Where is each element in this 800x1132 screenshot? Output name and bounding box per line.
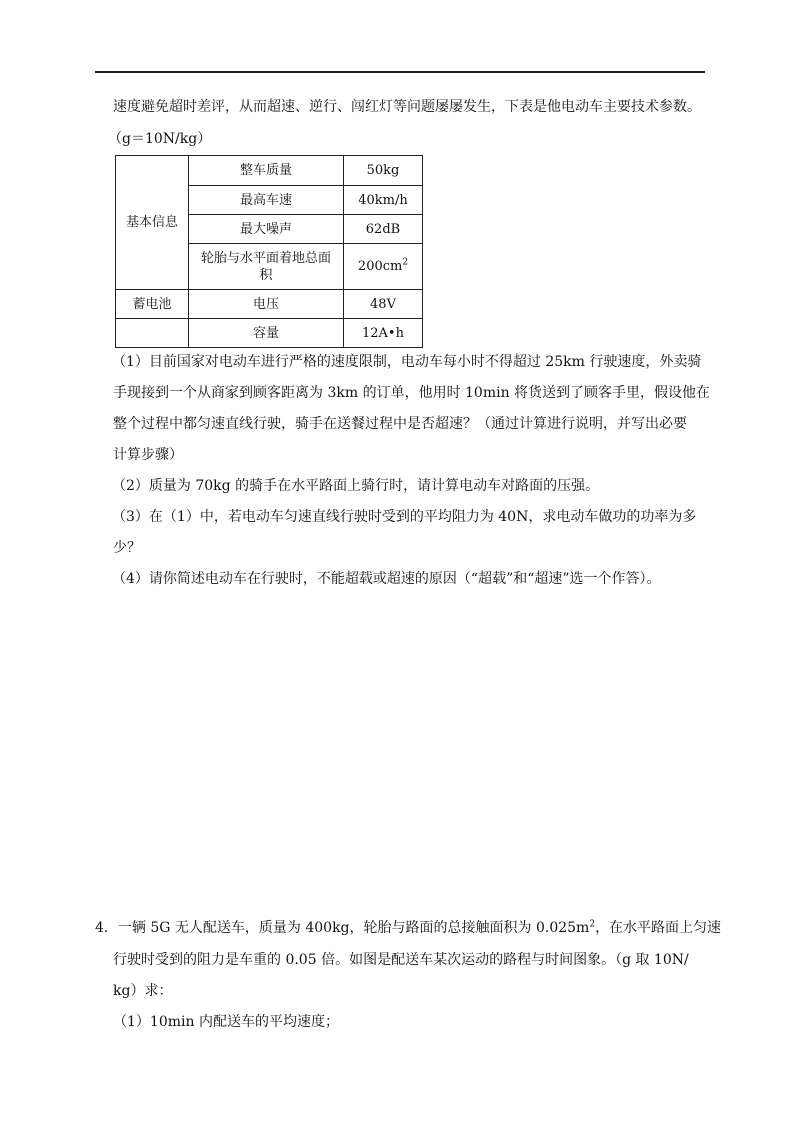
table-row bbox=[116, 290, 423, 319]
question-2: （2）质量为 70kg 的骑手在水平路面上骑行时，请计算电动车对路面的压强。 bbox=[112, 478, 600, 494]
param-name: 最高车速 bbox=[189, 186, 344, 215]
param-name-line-1: 轮胎与水平面着地总面 bbox=[200, 250, 331, 266]
param-value: 40km/h bbox=[344, 186, 423, 215]
group-label-basic-info: 基本信息 bbox=[116, 156, 189, 290]
question-1-line-3: 整个过程中都匀速直线行驶，骑手在送餐过程中是否超速？（通过计算进行说明，并写出必要 bbox=[113, 416, 687, 432]
param-value bbox=[344, 244, 423, 290]
intro-line-2: （g＝10N/kg） bbox=[108, 131, 212, 147]
table-row bbox=[116, 156, 423, 186]
param-value: 62dB bbox=[344, 215, 423, 244]
question-3-line-2: 少？ bbox=[113, 540, 141, 556]
problem-4-line-1 bbox=[95, 918, 721, 938]
value-text: 200cm bbox=[357, 259, 403, 274]
problem-4-line-2: 行驶时受到的阻力是车重的 0.05 倍。如图是配送车某次运动的路程与时间图象。（g 取 10N/ bbox=[113, 952, 689, 968]
question-1-line-1: （1）目前国家对电动车进行严格的速度限制，电动车每小时不得超过 25km 行驶速度，外卖骑 bbox=[112, 354, 702, 370]
param-name-line-2: 积 bbox=[259, 267, 273, 283]
param-name: 整车质量 bbox=[189, 156, 344, 186]
question-1-line-4: 计算步骤） bbox=[113, 447, 183, 463]
area-superscript: 2 bbox=[589, 919, 596, 930]
param-name: 最大噪声 bbox=[189, 215, 344, 244]
param-value: 48V bbox=[344, 290, 423, 319]
param-name bbox=[189, 244, 344, 290]
value-superscript: 2 bbox=[402, 257, 409, 268]
intro-line-1: 速度避免超时差评，从而超速、逆行、闯红灯等问题屡屡发生，下表是他电动车主要技术参数。 bbox=[113, 99, 701, 115]
empty-cell bbox=[116, 319, 189, 348]
question-3-line-1: （3）在（1）中，若电动车匀速直线行驶时受到的平均阻力为 40N，求电动车做功的功率为多 bbox=[112, 509, 697, 525]
problem-4-line-3: kg）求： bbox=[113, 983, 173, 999]
problem-4-question-1: （1）10min 内配送车的平均速度； bbox=[113, 1014, 339, 1030]
question-1-line-2: 手现接到一个从商家到顾客距离为 3km 的订单，他用时 10min 将货送到了顾客手里，假设他在 bbox=[113, 385, 711, 401]
problem-4-text-a: 4．一辆 5G 无人配送车，质量为 400kg，轮胎与路面的总接触面积为 0.025m bbox=[95, 920, 590, 936]
param-name: 容量 bbox=[189, 319, 344, 348]
param-name: 电压 bbox=[189, 290, 344, 319]
technical-parameters-table bbox=[115, 155, 423, 348]
page-header-rule bbox=[95, 71, 705, 73]
question-4: （4）请你简述电动车在行驶时，不能超载或超速的原因（“超载”和“超速”选一个作答）。 bbox=[112, 571, 661, 587]
param-value: 12A•h bbox=[344, 319, 423, 348]
param-value: 50kg bbox=[344, 156, 423, 186]
problem-4-text-b: ，在水平路面上匀速 bbox=[595, 920, 722, 936]
group-label-battery: 蓄电池 bbox=[116, 290, 189, 319]
table-row bbox=[116, 319, 423, 348]
